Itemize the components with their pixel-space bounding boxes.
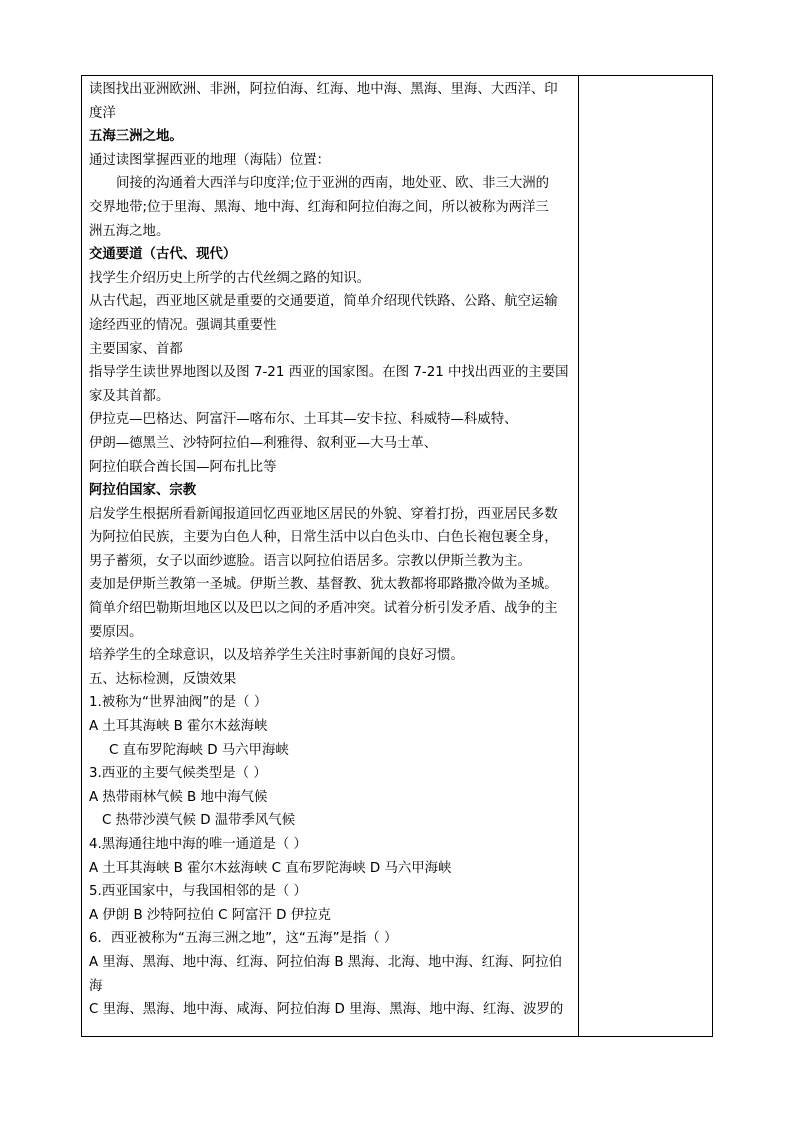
option-line: A 热带雨林气候 B 地中海气候 — [89, 789, 268, 805]
text-line: 间接的沟通着大西洋与印度洋;位于亚洲的西南，地处亚、欧、非三大洲的 — [116, 176, 550, 192]
lesson-content-cell — [89, 78, 575, 1022]
text-line: 五、达标检测，反馈效果 — [89, 671, 237, 687]
text-line: 伊朗—德黑兰、沙特阿拉伯—利雅得、叙利亚—大马士革、 — [89, 435, 438, 451]
text-line: 简单介绍巴勒斯坦地区以及巴以之间的矛盾冲突。试着分析引发矛盾、战争的主 — [89, 601, 558, 617]
question-line: 6．西亚被称为“五海三洲之地”，这“五海”是指（ ） — [89, 931, 398, 947]
text-line: 男子蓄须，女子以面纱遮脸。语言以阿拉伯语居多。宗教以伊斯兰教为主。 — [89, 553, 531, 569]
text-line: 主要国家、首都 — [89, 341, 183, 357]
text-line: 麦加是伊斯兰教第一圣城。伊斯兰教、基督教、犹太教都将耶路撒冷做为圣城。 — [89, 577, 558, 593]
question-line: 1.被称为“世界油阀”的是（ ） — [89, 695, 268, 711]
question-line: 4.黑海通往地中海的唯一通道是（ ） — [89, 837, 307, 852]
text-line: 途经西亚的情况。强调其重要性 — [89, 317, 277, 333]
option-line: A 里海、黑海、地中海、红海、阿拉伯海 B 黑海、北海、地中海、红海、阿拉伯 — [89, 954, 563, 970]
text-line: 家及其首都。 — [89, 388, 170, 404]
option-line: C 直布罗陀海峡 D 马六甲海峡 — [109, 742, 289, 758]
option-line: 海 — [89, 978, 103, 994]
option-line: A 伊朗 B 沙特阿拉伯 C 阿富汗 D 伊拉克 — [89, 907, 331, 923]
text-line: 要原因。 — [89, 624, 143, 640]
question-line: 3.西亚的主要气候类型是（ ） — [89, 766, 267, 782]
text-line: 洲五海之地。 — [89, 223, 170, 239]
column-divider — [578, 76, 579, 1036]
text-line: 通过读图掌握西亚的地理（海陆）位置： — [89, 152, 331, 168]
section-heading: 阿拉伯国家、宗教 — [89, 483, 197, 499]
option-line: C 里海、黑海、地中海、咸海、阿拉伯海 D 里海、黑海、地中海、红海、波罗的 — [89, 1002, 564, 1018]
section-heading: 五海三洲之地。 — [89, 129, 183, 145]
lesson-table — [81, 75, 713, 1037]
option-line: A 土耳其海峡 B 霍尔木兹海峡 C 直布罗陀海峡 D 马六甲海峡 — [89, 860, 452, 876]
text-line: 度洋 — [89, 105, 116, 121]
question-line: 5.西亚国家中，与我国相邻的是（ ） — [89, 884, 307, 900]
text-line: 为阿拉伯民族，主要为白色人种，日常生活中以白色头巾、白色长袍包裹全身， — [89, 530, 558, 546]
option-line: A 土耳其海峡 B 霍尔木兹海峡 — [89, 719, 268, 735]
text-line: 伊拉克—巴格达、阿富汗—喀布尔、土耳其—安卡拉、科威特—科威特、 — [89, 412, 518, 428]
text-line: 指导学生读世界地图以及图 7-21 西亚的国家图。在图 7-21 中找出西亚的主要国 — [89, 365, 569, 381]
option-line: C 热带沙漠气候 D 温带季风气候 — [102, 813, 296, 829]
text-line: 找学生介绍历史上所学的古代丝绸之路的知识。 — [89, 270, 371, 286]
text-line: 阿拉伯联合酋长国—阿布扎比等 — [89, 459, 277, 475]
text-line: 培养学生的全球意识，以及培养学生关注时事新闻的良好习惯。 — [89, 648, 464, 664]
text-line: 启发学生根据所看新闻报道回忆西亚地区居民的外貌、穿着打扮，西亚居民多数 — [89, 506, 558, 522]
text-line: 读图找出亚洲欧洲、非洲，阿拉伯海、红海、地中海、黑海、里海、大西洋、印 — [89, 82, 558, 97]
text-line: 从古代起，西亚地区就是重要的交通要道，简单介绍现代铁路、公路、航空运输 — [89, 294, 558, 310]
text-line: 交界地带;位于里海、黑海、地中海、红海和阿拉伯海之间，所以被称为两洋三 — [89, 199, 549, 215]
section-heading: 交通要道（古代、现代） — [89, 247, 237, 263]
